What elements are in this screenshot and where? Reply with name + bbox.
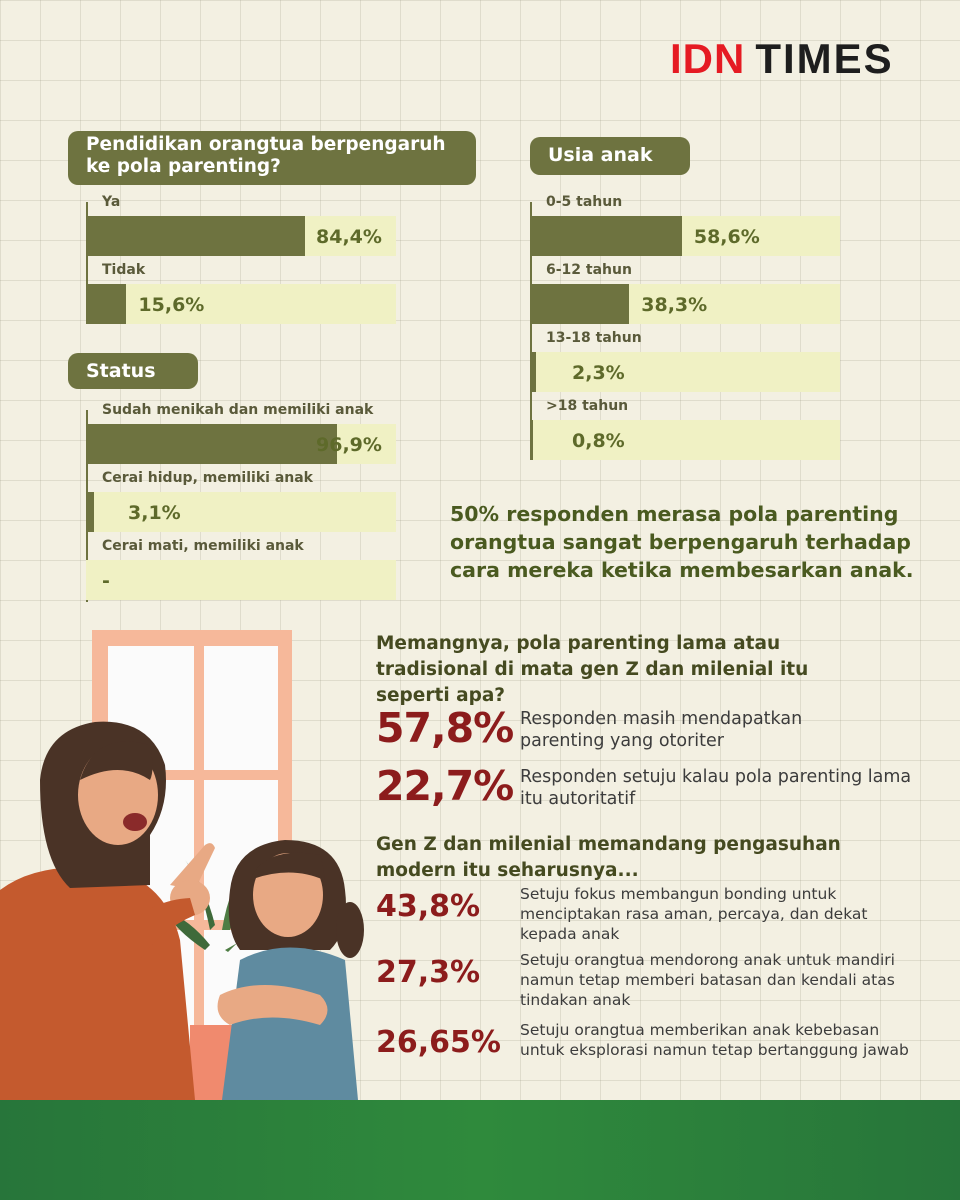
callout-text: 50% responden merasa pola parenting orangtua sangat berpengaruh terhadap cara mereka ketika membesarkan anak. [450, 502, 914, 582]
parent-scolding-child-illustration [0, 630, 365, 1100]
bar-category-label: Tidak [102, 262, 146, 278]
bar-value-label: 0,8% [572, 430, 625, 452]
bar [530, 420, 533, 460]
bar-value-label: - [102, 570, 110, 592]
bar-category-label: Cerai mati, memiliki anak [102, 538, 304, 554]
bar-track [530, 284, 840, 324]
bar-track [530, 216, 840, 256]
bar-value-label: 15,6% [138, 294, 205, 316]
modern-question: Gen Z dan milenial memandang pengasuhan modern itu seharusnya... [376, 834, 841, 881]
bar-track [86, 492, 396, 532]
modern-stat-value: 26,65% [376, 1025, 501, 1060]
bar-track [530, 352, 840, 392]
chart-title-education: Pendidikan orangtua berpengaruh ke pola parenting? [68, 131, 476, 185]
bar-category-label: 0-5 tahun [546, 194, 623, 210]
bar [86, 216, 305, 256]
bar [86, 424, 337, 464]
footer-bar [0, 1100, 960, 1200]
chart-title-child-age: Usia anak [530, 137, 690, 175]
modern-stat-value: 27,3% [376, 955, 481, 990]
modern-stat-desc: Setuju orangtua mendorong anak untuk mandiri namun tetap memberi batasan dan kendali atas tindakan anak [520, 951, 895, 1009]
chart-education [86, 194, 396, 324]
bar-track [86, 560, 396, 600]
bar-value-label: 84,4% [316, 226, 382, 248]
logo-idn: IDN [670, 35, 746, 82]
traditional-stat-desc: Responden setuju kalau pola parenting lama itu autoritatif [520, 767, 912, 809]
idn-times-logo [670, 35, 894, 82]
bar-track [530, 420, 840, 460]
bar [530, 352, 536, 392]
bar-track [86, 284, 396, 324]
bar-value-label: 96,9% [316, 434, 382, 456]
bar-track [86, 424, 396, 464]
bar [86, 492, 94, 532]
bar-value-label: 2,3% [572, 362, 625, 384]
bar-category-label: Cerai hidup, memiliki anak [102, 470, 313, 486]
bar-value-label: 58,6% [693, 226, 760, 248]
bar-category-label: 6-12 tahun [546, 262, 632, 278]
traditional-stat-desc: Responden masih mendapatkan parenting yang otoriter [520, 709, 803, 751]
chart-status [86, 402, 396, 602]
bar [86, 284, 126, 324]
chart-child-age [530, 194, 840, 460]
logo-times: TIMES [755, 35, 894, 82]
bar-category-label: Ya [102, 194, 121, 210]
bar [530, 284, 629, 324]
bar-value-label: 3,1% [128, 502, 181, 524]
bar [530, 216, 682, 256]
bar-category-label: 13-18 tahun [546, 330, 642, 346]
traditional-stat-value: 57,8% [376, 704, 514, 752]
modern-stat-value: 43,8% [376, 889, 481, 924]
modern-stat-desc: Setuju orangtua memberikan anak kebebasan untuk eksplorasi namun tetap bertanggung jawab [520, 1021, 909, 1059]
bar-category-label: Sudah menikah dan memiliki anak [102, 402, 374, 418]
traditional-stat-value: 22,7% [376, 762, 514, 810]
bar-category-label: >18 tahun [546, 398, 629, 414]
bar-value-label: 38,3% [641, 294, 708, 316]
modern-stat-desc: Setuju fokus membangun bonding untuk menciptakan rasa aman, percaya, dan dekat kepada anak [520, 885, 868, 943]
traditional-question: Memangnya, pola parenting lama atau tradisional di mata gen Z dan milenial itu seperti apa? [376, 633, 809, 706]
chart-title-status: Status [68, 353, 198, 389]
bar-track [86, 216, 396, 256]
